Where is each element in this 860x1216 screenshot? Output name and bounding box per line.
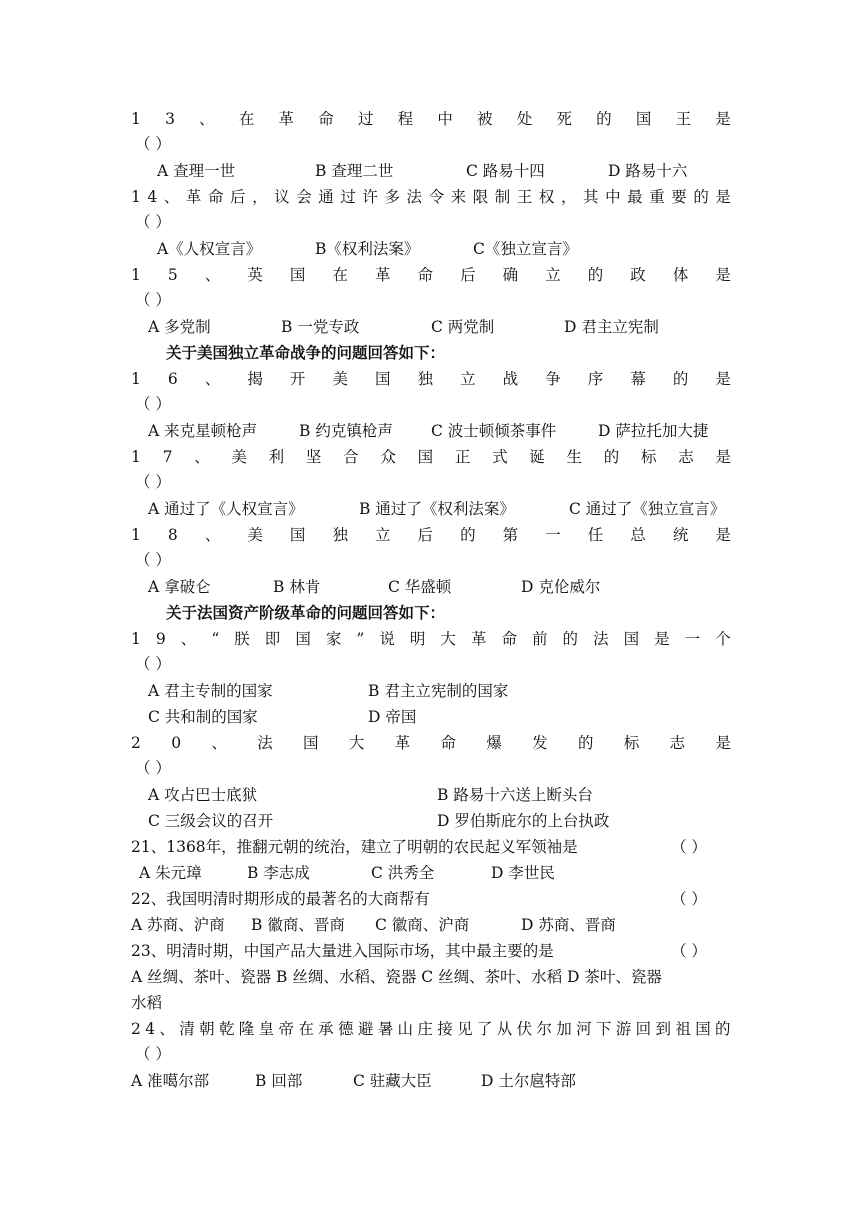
stem-char: 5: [167, 266, 178, 284]
stem-char: 3: [165, 110, 175, 128]
q15-stem: [131, 262, 731, 288]
q20-stem: [131, 730, 731, 756]
stem-char: 说: [379, 630, 395, 648]
q20-paren: （ ）: [135, 759, 171, 777]
q23-options-row2: [131, 990, 731, 1016]
stem-char: 、: [204, 266, 221, 284]
stem-char: 祖: [675, 1020, 691, 1038]
stem-char: 7: [162, 448, 173, 466]
q17-option-b[interactable]: B 通过了《权利法案》: [359, 500, 515, 518]
stem-char: 皇: [258, 1020, 275, 1038]
stem-char: 英: [247, 266, 263, 284]
stem-char: 揭: [247, 370, 263, 388]
q21-paren: （ ）: [671, 838, 707, 856]
stem-char: 王: [516, 188, 533, 206]
stem-char: 承: [318, 1020, 334, 1038]
stem-char: 、: [163, 188, 180, 206]
stem-char: 接: [437, 1020, 453, 1038]
stem-char: 乾: [218, 1020, 235, 1038]
stem-char: 众: [380, 448, 396, 466]
q20-option-c[interactable]: C 三级会议的召开: [148, 812, 274, 830]
q22-option-c[interactable]: C 徽商、沪商: [375, 916, 470, 934]
stem-char: 王: [675, 110, 692, 128]
q13-option-b[interactable]: B 查理二世: [315, 162, 394, 180]
stem-char: 命: [207, 188, 224, 206]
stem-char: 是: [715, 266, 731, 284]
stem-char: 1: [131, 526, 141, 544]
stem-char: 命: [417, 266, 434, 284]
q16-option-d[interactable]: D 萨拉托加大捷: [598, 422, 709, 440]
stem-char: 权: [538, 188, 555, 206]
stem-char: 从: [496, 1020, 513, 1038]
q20-option-d[interactable]: D 罗伯斯庇尔的上台执政: [437, 812, 610, 830]
stem-char: 发: [532, 734, 548, 752]
stem-char: 的: [596, 110, 612, 128]
q20-option-b[interactable]: B 路易十六送上断头台: [437, 786, 593, 804]
stem-char: 的: [603, 448, 620, 466]
stem-char: 的: [562, 630, 579, 648]
stem-char: ，: [560, 188, 577, 206]
q21-options: [131, 860, 731, 886]
stem-char: 下: [595, 1020, 612, 1038]
stem-char: 国: [303, 734, 319, 752]
q13-options: [131, 158, 731, 184]
stem-char: 家: [325, 630, 342, 648]
stem-char: 诞: [529, 448, 545, 466]
q22-option-b[interactable]: B 徽商、晋商: [251, 916, 345, 934]
q16-paren: （ ）: [135, 395, 171, 413]
stem-char: 任: [587, 526, 604, 544]
stem-char: 国: [295, 630, 311, 648]
stem-char: 序: [587, 370, 604, 388]
stem-char: 1: [131, 110, 141, 128]
stem-char: 德: [338, 1020, 354, 1038]
stem-char: 制: [494, 188, 511, 206]
stem-char: 在: [238, 110, 255, 128]
q13-stem: [131, 106, 731, 132]
stem-char: 国: [623, 630, 640, 648]
stem-char: 国: [635, 110, 652, 128]
q13-option-c[interactable]: C 路易十四: [466, 162, 545, 180]
stem-char: 的: [587, 266, 604, 284]
stem-char: 革: [375, 266, 391, 284]
stem-char: 、: [204, 370, 221, 388]
stem-char: 回: [635, 1020, 652, 1038]
stem-char: 的: [715, 1020, 731, 1038]
q17-option-c[interactable]: C 通过了《独立宣言》: [569, 500, 726, 518]
q13-paren: （ ）: [135, 135, 171, 153]
stem-char: 来: [450, 188, 467, 206]
stem-char: 、: [159, 1020, 175, 1038]
q23-stem: 23、明清时期，中国产品大量进入国际市场，其中最主要的是 （ ）: [131, 938, 731, 964]
q14-option-a[interactable]: A《人权宣言》: [157, 240, 262, 258]
stem-char: 过: [357, 110, 374, 128]
q15-option-d[interactable]: D 君主立宪制: [564, 318, 659, 336]
stem-char: 的: [672, 370, 689, 388]
stem-char: 总: [630, 526, 646, 544]
stem-char: 死: [556, 110, 572, 128]
stem-char: 后: [460, 266, 476, 284]
q24-option-d[interactable]: D 土尔扈特部: [481, 1072, 576, 1090]
q19-option-c[interactable]: C 共和制的国家: [148, 708, 258, 726]
q19-paren: （ ）: [135, 655, 171, 673]
stem-char: 1: [131, 266, 141, 284]
stem-char: 游: [615, 1020, 632, 1038]
stem-char: 大: [348, 734, 365, 752]
q14-option-c[interactable]: C《独立宣言》: [473, 240, 578, 258]
stem-char: 2: [131, 734, 141, 752]
stem-char: 是: [654, 630, 670, 648]
stem-char: 式: [492, 448, 508, 466]
stem-char: 一: [684, 630, 701, 648]
stem-char: 的: [693, 188, 709, 206]
stem-char: 立: [545, 266, 561, 284]
q21-stem: 21、1368年，推翻元朝的统治，建立了明朝的农民起义军领袖是 （ ）: [131, 834, 731, 860]
stem-char: 命: [440, 734, 457, 752]
q23-option-d-cont[interactable]: 水稻: [131, 994, 163, 1012]
q23-options[interactable]: A 丝绸、茶叶、瓷器 B 丝绸、水稻、瓷器 C 丝绸、茶叶、水稻 D 茶叶、瓷器: [131, 968, 662, 986]
stem-char: 最: [627, 188, 643, 206]
stem-char: 帝: [278, 1020, 294, 1038]
stem-char: 后: [417, 526, 434, 544]
section-heading-france: 关于法国资产阶级革命的问题回答如下：: [166, 603, 446, 622]
stem-char: 到: [655, 1020, 672, 1038]
stem-char: 清: [179, 1020, 195, 1038]
stem-char: 4: [145, 1020, 156, 1038]
stem-char: 2: [131, 1020, 141, 1038]
stem-char: 朝: [199, 1020, 215, 1038]
stem-char: 志: [678, 448, 694, 466]
stem-char: 法: [593, 630, 609, 648]
q24-paren: （ ）: [135, 1045, 171, 1063]
stem-char: 、: [199, 110, 215, 128]
q13-option-a[interactable]: A 查理一世: [157, 162, 236, 180]
stem-char: 、: [211, 734, 227, 752]
stem-char: 是: [715, 448, 731, 466]
stem-char: 政: [630, 266, 646, 284]
stem-char: 立: [375, 526, 391, 544]
stem-char: 、: [180, 630, 197, 648]
stem-char: 被: [477, 110, 493, 128]
q24-stem: [131, 1016, 731, 1042]
q14-option-b[interactable]: B《权利法案》: [315, 240, 420, 258]
stem-char: 处: [516, 110, 533, 128]
stem-char: 确: [502, 266, 519, 284]
stem-char: 在: [298, 1020, 314, 1038]
q22-option-d[interactable]: D 苏商、晋商: [521, 916, 616, 934]
stem-char: 战: [502, 370, 519, 388]
stem-char: 许: [362, 188, 378, 206]
stem-char: 一: [545, 526, 561, 544]
stem-char: 爆: [486, 734, 502, 752]
stem-char: 后: [230, 188, 246, 206]
stem-char: 法: [406, 188, 423, 206]
q18-option-a[interactable]: A 拿破仑: [148, 578, 211, 596]
stem-char: 庄: [417, 1020, 433, 1038]
stem-char: 明: [409, 630, 426, 648]
stem-char: 法: [257, 734, 273, 752]
q19-options-row1: [131, 678, 731, 704]
stem-char: 8: [167, 526, 178, 544]
stem-char: 1: [131, 448, 141, 466]
stem-char: 国: [417, 448, 434, 466]
q14-paren: （ ）: [135, 213, 171, 231]
stem-char: 正: [454, 448, 471, 466]
q16-stem: [131, 366, 731, 392]
stem-char: 是: [715, 110, 731, 128]
stem-char: 合: [343, 448, 359, 466]
stem-char: 令: [428, 188, 445, 206]
stem-char: 了: [476, 1020, 493, 1038]
stem-char: 命: [501, 630, 517, 648]
stem-char: 朕: [234, 630, 250, 648]
q15-option-b[interactable]: B 一党专政: [281, 318, 360, 336]
stem-char: 多: [384, 188, 400, 206]
q18-options: [131, 574, 731, 600]
stem-char: 见: [457, 1020, 473, 1038]
stem-char: 统: [672, 526, 689, 544]
stem-char: 在: [332, 266, 348, 284]
stem-char: 命: [318, 110, 334, 128]
stem-char: 革: [470, 630, 487, 648]
stem-char: 山: [397, 1020, 414, 1038]
q22-options: [131, 912, 731, 938]
stem-char: 体: [672, 266, 689, 284]
stem-char: 争: [545, 370, 561, 388]
stem-char: 重: [649, 188, 665, 206]
stem-char: ”: [356, 630, 365, 648]
stem-char: 美: [247, 526, 263, 544]
stem-char: 革: [394, 734, 411, 752]
q24-options: [131, 1068, 731, 1094]
q18-option-b[interactable]: B 林肯: [273, 578, 321, 596]
stem-char: 9: [155, 630, 166, 648]
stem-char: 0: [171, 734, 182, 752]
stem-char: 河: [576, 1020, 592, 1038]
stem-char: 前: [532, 630, 548, 648]
stem-char: 中: [437, 110, 453, 128]
stem-char: 美: [332, 370, 348, 388]
stem-char: 第: [502, 526, 519, 544]
q21-option-b[interactable]: B 李志成: [247, 864, 310, 882]
q19-stem: [131, 626, 731, 652]
stem-char: 4: [147, 188, 158, 206]
stem-char: 生: [566, 448, 583, 466]
stem-char: 伏: [516, 1020, 533, 1038]
stem-char: 美: [231, 448, 247, 466]
q18-option-d[interactable]: D 克伦威尔: [521, 578, 601, 596]
stem-char: 隆: [238, 1020, 255, 1038]
q15-options: [131, 314, 731, 340]
q20-option-a[interactable]: A 攻占巴士底狱: [148, 786, 258, 804]
q17-option-a[interactable]: A 通过了《人权宣言》: [148, 500, 304, 518]
stem-char: 独: [332, 526, 348, 544]
stem-char: 通: [318, 188, 334, 206]
stem-char: 立: [460, 370, 476, 388]
q16-option-c[interactable]: C 波士顿倾茶事件: [431, 422, 557, 440]
stem-char: 、: [194, 448, 210, 466]
q22-paren: （ ）: [671, 890, 707, 908]
stem-char: 1: [131, 630, 141, 648]
q19-options-row2: [131, 704, 731, 730]
q18-paren: （ ）: [135, 551, 171, 569]
q16-option-a[interactable]: A 来克星顿枪声: [148, 422, 258, 440]
stem-char: 坚: [305, 448, 322, 466]
q17-paren: （ ）: [135, 473, 171, 491]
q15-option-a[interactable]: A 多党制: [148, 318, 211, 336]
q18-stem: [131, 522, 731, 548]
stem-char: 要: [671, 188, 687, 206]
stem-char: “: [211, 630, 220, 648]
stem-char: 、: [204, 526, 221, 544]
q13-option-d[interactable]: D 路易十六: [608, 162, 688, 180]
section-heading-us: 关于美国独立革命战争的问题回答如下：: [166, 343, 446, 362]
stem-char: 是: [715, 526, 731, 544]
q14-options: [131, 236, 731, 262]
stem-char: 志: [669, 734, 686, 752]
q23-paren: （ ）: [671, 942, 707, 960]
stem-char: 国: [289, 526, 306, 544]
q24-option-b[interactable]: B 回部: [255, 1072, 303, 1090]
stem-char: 暑: [377, 1020, 394, 1038]
stem-char: 是: [715, 370, 731, 388]
q23-options-row1: [131, 964, 731, 990]
stem-char: 6: [167, 370, 178, 388]
q15-paren: （ ）: [135, 291, 171, 309]
stem-char: 开: [289, 370, 306, 388]
stem-char: 加: [556, 1020, 572, 1038]
q21-option-c[interactable]: C 洪秀全: [371, 864, 435, 882]
q18-option-c[interactable]: C 华盛顿: [388, 578, 452, 596]
q20-options-row1: [131, 782, 731, 808]
stem-char: 个: [715, 630, 731, 648]
q19-option-b[interactable]: B 君主立宪制的国家: [368, 682, 509, 700]
q24-option-c[interactable]: C 驻藏大臣: [353, 1072, 432, 1090]
q19-option-a[interactable]: A 君主专制的国家: [148, 682, 273, 700]
stem-char: 其: [583, 188, 599, 206]
q22-stem: 22、我国明清时期形成的最著名的大商帮有 （ ）: [131, 886, 731, 912]
q21-option-d[interactable]: D 李世民: [491, 864, 555, 882]
stem-char: 议: [274, 188, 290, 206]
q17-options: [131, 496, 731, 522]
stem-char: 利: [268, 448, 285, 466]
q20-options-row2: [131, 808, 731, 834]
stem-char: 即: [264, 630, 281, 648]
stem-char: 会: [296, 188, 312, 206]
stem-char: 限: [472, 188, 489, 206]
stem-char: 革: [185, 188, 202, 206]
stem-char: 国: [695, 1020, 711, 1038]
stem-char: ，: [252, 188, 268, 206]
stem-char: 标: [641, 448, 657, 466]
stem-char: 中: [605, 188, 621, 206]
q21-option-a[interactable]: A 朱元璋: [139, 864, 202, 882]
stem-char: 尔: [536, 1020, 552, 1038]
stem-char: 独: [417, 370, 434, 388]
stem-char: 幕: [630, 370, 646, 388]
stem-char: 是: [715, 188, 731, 206]
q14-stem: [131, 184, 731, 210]
q19-option-d[interactable]: D 帝国: [368, 708, 417, 726]
stem-char: 国: [375, 370, 391, 388]
q24-option-a[interactable]: A 准噶尔部: [131, 1072, 210, 1090]
q15-option-c[interactable]: C 两党制: [431, 318, 495, 336]
stem-char: 过: [340, 188, 356, 206]
q16-options: [131, 418, 731, 444]
stem-char: 是: [715, 734, 731, 752]
q22-option-a[interactable]: A 苏商、沪商: [131, 916, 225, 934]
q16-option-b[interactable]: B 约克镇枪声: [299, 422, 393, 440]
stem-char: 标: [623, 734, 640, 752]
stem-char: 国: [289, 266, 306, 284]
stem-char: 大: [440, 630, 456, 648]
stem-char: 避: [357, 1020, 374, 1038]
stem-char: 1: [131, 188, 141, 206]
stem-char: 1: [131, 370, 141, 388]
stem-char: 程: [397, 110, 414, 128]
stem-char: 的: [460, 526, 476, 544]
stem-char: 革: [278, 110, 295, 128]
q17-stem: [131, 444, 731, 470]
stem-char: 的: [578, 734, 594, 752]
